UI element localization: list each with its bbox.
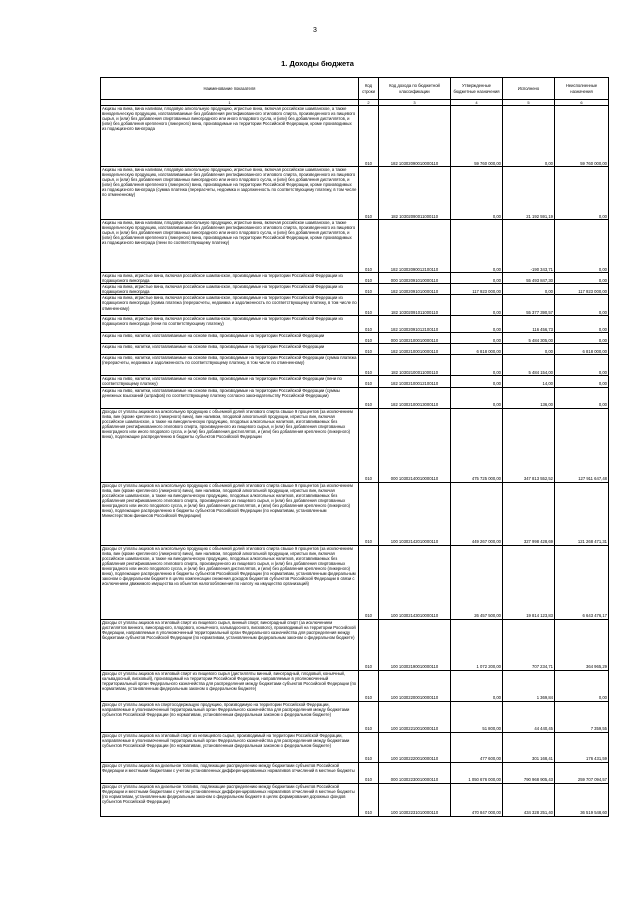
row-line-code: 010: [359, 619, 379, 670]
row-line-code: 010: [359, 106, 379, 167]
row-approved: 117 923 000,00: [451, 284, 503, 295]
row-done: 707 234,71: [503, 619, 555, 670]
row-kbk: 100 10302220010000110: [379, 732, 451, 762]
row-approved: 0,00: [451, 355, 503, 376]
row-done: 19 814 123,83: [503, 545, 555, 619]
row-kbk: 100 10302190010000110: [379, 619, 451, 670]
row-name: Акцизы на пиво, напитки, изготавливаемые на основе пива, производимые на территории Российской Федерации: [101, 344, 359, 355]
row-rest: 0,00: [555, 670, 609, 701]
row-rest: 0,00: [555, 376, 609, 387]
table-row: [101, 376, 609, 387]
header-kbk: Код дохода по бюджетной классификации: [379, 78, 451, 100]
table-row: [101, 619, 609, 670]
row-kbk: 182 10302100012100110: [379, 376, 451, 387]
row-line-code: 010: [359, 284, 379, 295]
row-line-code: 010: [359, 273, 379, 284]
row-name: Доходы от уплаты акцизов на спиртосодержащую продукцию, производимую на территории Российской Федерации, направляемые в уполномоченный территориальный орган Федерального казначейства для распределения между бюджетами субъектов Российской Федерации (по нормативам, установленным федеральным законом о федеральном бюджете): [101, 701, 359, 732]
table-row: [101, 355, 609, 376]
row-rest: 0,00: [555, 167, 609, 220]
row-done: 0,00: [503, 344, 555, 355]
row-line-code: 010: [359, 220, 379, 273]
row-approved: 51 800,00: [451, 701, 503, 732]
row-line-code: 010: [359, 295, 379, 316]
row-name: Акцизы на пиво, напитки, изготавливаемые на основе пива, производимые на территории Российской Федерации (пени по соответствующему платежу): [101, 376, 359, 387]
row-kbk: 100 10302142010000110: [379, 482, 451, 545]
row-kbk: 182 10302091011000110: [379, 295, 451, 316]
row-done: 790 968 905,43: [503, 762, 555, 783]
row-line-code: 010: [359, 545, 379, 619]
row-name: Акцизы на пиво, напитки, изготавливаемые на основе пива, производимые на территории Российской Федерации (сумма платежа (перерасчеты, недоимка и задолженность по соответствующему платежу, в том числе по отмененному): [101, 355, 359, 376]
col-number: 6: [555, 100, 609, 106]
row-name: Акцизы на вина, игристые вина, включая российское шампанское, производимые на территории Российской Федерации из подакцизного винограда: [101, 273, 359, 284]
row-done: 5 484 305,00: [503, 333, 555, 344]
header-name: Наименование показателя: [101, 78, 359, 100]
row-approved: 0,00: [451, 167, 503, 220]
table-row: [101, 387, 609, 408]
row-kbk: 000 10302100010000110: [379, 333, 451, 344]
row-done: 5 484 154,00: [503, 355, 555, 376]
row-rest: 364 965,29: [555, 619, 609, 670]
row-rest: 121 268 471,31: [555, 482, 609, 545]
row-done: 0,00: [503, 106, 555, 167]
row-kbk: 182 10302091010000110: [379, 284, 451, 295]
row-kbk: 100 10302200010000110: [379, 670, 451, 701]
row-rest: 0,00: [555, 316, 609, 333]
row-name: Акцизы на пиво, напитки, изготавливаемые на основе пива, производимые на территории Российской Федерации (суммы денежных взысканий (штрафов) по соответствующему платежу согласно законодательству Российской Федерации): [101, 387, 359, 408]
table-row: [101, 295, 609, 316]
row-rest: 0,00: [555, 295, 609, 316]
row-rest: 7 359,55: [555, 701, 609, 732]
row-kbk: 100 10302231010000110: [379, 783, 451, 816]
table-row: [101, 106, 609, 167]
row-done: 21 192 591,19: [503, 167, 555, 220]
row-approved: 26 457 500,00: [451, 545, 503, 619]
row-name: Доходы от уплаты акцизов на этиловый спирт из непищевого сырья, производимый на территории Российской Федерации, направляемые в уполномоченный территориальный орган Федерального казначейства для распределения между бюджетами субъектов Российской Федерации (по нормативам, установленным федеральным законом о федеральном бюджете): [101, 732, 359, 762]
table-row: [101, 167, 609, 220]
row-kbk: 182 10302090010000110: [379, 106, 451, 167]
row-approved: 0,00: [451, 333, 503, 344]
table-row: [101, 545, 609, 619]
row-kbk: 000 10302091010000110: [379, 273, 451, 284]
table-row: [101, 333, 609, 344]
row-name: Доходы от уплаты акцизов на дизельное топливо, подлежащие распределению между бюджетами субъектов Российской Федерации и местными бюджетами с учетом установленных дифференцированных нормативов отчислений в местные бюджеты: [101, 762, 359, 783]
row-line-code: 010: [359, 344, 379, 355]
row-done: 116 456,73: [503, 316, 555, 333]
row-approved: 0,00: [451, 273, 503, 284]
row-done: 55 377 390,57: [503, 295, 555, 316]
row-done: 347 813 552,52: [503, 408, 555, 482]
row-approved: 6 818 000,00: [451, 344, 503, 355]
col-number: 4: [451, 100, 503, 106]
col-number: 3: [379, 100, 451, 106]
row-done: 0,00: [503, 284, 555, 295]
row-line-code: 010: [359, 701, 379, 732]
row-approved: 1 072 200,00: [451, 619, 503, 670]
row-approved: 0,00: [451, 376, 503, 387]
row-name: Акцизы на вина, игристые вина, включая российское шампанское, производимые на территории Российской Федерации из подакцизного винограда (сумма платежа (перерасчеты, недоимка и задолженность по соответствующему платежу, в том числе по отмененному): [101, 295, 359, 316]
row-approved: 470 847 000,00: [451, 783, 503, 816]
row-name: Доходы от уплаты акцизов на алкогольную продукцию с объемной долей этилового спирта свыше 9 процентов (за исключением пива, вин (кроме крепленого (ликерного) вина), вин наливом, плодовой алкогольной продукции, игристых вин, включая российское шампанское, а также на винодельческую продукцию, плодовых алкогольных напитков, изготавливаемых без добавления ректификованного этилового спирта, произведенного из пищевого сырья, и (или) без добавления спиртованных виноградного или иного плодового сусла, и (или) без добавления дистиллятов, и (или) без добавления крепленого (ликерного) вина), подлежащие распределению в бюджеты субъектов Российской Федерации (по нормативам, установленным Министерством финансов Российской Федерации): [101, 482, 359, 545]
header-line-code: Код строки: [359, 78, 379, 100]
table-row: [101, 408, 609, 482]
page-number: 3: [313, 27, 317, 34]
header-rest: Неисполненные назначения: [555, 78, 609, 100]
row-name: Акцизы на вина, вина наливом, плодовую алкогольную продукцию, игристые вина, включая российское шампанское, а также винодельческую продукцию, изготавливаемые без добавления ректификованного этилового спирта, произведенного из пищевого сырья, и (или) без добавления спиртованных виноградного или иного плодового сусла, и (или) без добавления дистиллятов, и (или) без добавления крепленого (ликерного) вина, производимые на территории Российской Федерации, кроме производимых из подакцизного винограда: [101, 106, 359, 167]
row-done: -190 343,71: [503, 220, 555, 273]
row-name: Акцизы на вина, игристые вина, включая российское шампанское, производимые на территории Российской Федерации из подакцизного винограда (пени по соответствующему платежу): [101, 316, 359, 333]
row-rest: 259 707 094,57: [555, 762, 609, 783]
row-line-code: 010: [359, 732, 379, 762]
row-rest: 36 519 548,60: [555, 783, 609, 816]
row-line-code: 010: [359, 167, 379, 220]
row-approved: 0,00: [451, 295, 503, 316]
table-row: [101, 783, 609, 816]
row-done: 301 168,41: [503, 732, 555, 762]
row-done: 14,00: [503, 376, 555, 387]
row-approved: 477 600,00: [451, 732, 503, 762]
row-approved: 0,00: [451, 670, 503, 701]
row-line-code: 010: [359, 762, 379, 783]
table-row: [101, 273, 609, 284]
table-row: [101, 701, 609, 732]
row-kbk: 182 10302090011000110: [379, 167, 451, 220]
row-kbk: 182 10302100011000110: [379, 355, 451, 376]
row-line-code: 010: [359, 387, 379, 408]
row-done: 434 328 251,40: [503, 783, 555, 816]
table-row: [101, 762, 609, 783]
row-done: 136,00: [503, 387, 555, 408]
row-kbk: 100 10302210010000110: [379, 701, 451, 732]
row-name: Доходы от уплаты акцизов на дизельное топливо, подлежащие распределению между бюджетами субъектов Российской Федерации и местными бюджетами с учетом установленных дифференцированных нормативов отчислений в местные бюджеты (по нормативам, установленным федеральным законом о федеральном бюджете в целях формирования дорожных фондов субъектов Российской Федерации): [101, 783, 359, 816]
row-kbk: 000 10302140010000110: [379, 408, 451, 482]
row-name: Акцизы на пиво, напитки, изготавливаемые на основе пива, производимые на территории Российской Федерации: [101, 333, 359, 344]
row-rest: 6 643 476,17: [555, 545, 609, 619]
row-approved: 475 725 000,00: [451, 408, 503, 482]
row-name: Акцизы на вина, вина наливом, плодовую алкогольную продукцию, игристые вина, включая российское шампанское, а также винодельческую продукцию, изготавливаемые без добавления ректификованного этилового спирта, произведенного из пищевого сырья, и (или) без добавления спиртованных виноградного или иного плодового сусла, и (или) без добавления дистиллятов, и (или) без добавления крепленого (ликерного) вина, производимые на территории Российской Федерации, кроме производимых из подакцизного винограда (сумма платежа (перерасчеты, недоимка и задолженность по соответствующему платежу, в том числе по отмененному): [101, 167, 359, 220]
table-row: [101, 670, 609, 701]
row-line-code: 010: [359, 333, 379, 344]
row-approved: 0,00: [451, 220, 503, 273]
col-number: 1: [101, 100, 359, 106]
row-kbk: 182 10302100010000110: [379, 344, 451, 355]
row-name: Доходы от уплаты акцизов на алкогольную продукцию с объемной долей этилового спирта свыше 9 процентов (за исключением пива, вин (кроме крепленого (ликерного) вина), вин наливом, плодовой алкогольной продукции, игристых вин, включая российское шампанское, а также на винодельческую продукцию, плодовых алкогольных напитков, изготавливаемых без добавления ректификованного этилового спирта, произведенного из пищевого сырья, и (или) без добавления спиртованных виноградного или иного плодового сусла, и (или) без добавления дистиллятов, и (или) без добавления крепленого (ликерного) вина), подлежащие распределению в бюджеты субъектов Российской Федерации: [101, 408, 359, 482]
row-done: 44 440,45: [503, 701, 555, 732]
header-done: Исполнено: [503, 78, 555, 100]
row-approved: 0,00: [451, 316, 503, 333]
row-done: 327 998 428,69: [503, 482, 555, 545]
table-row: [101, 732, 609, 762]
row-line-code: 010: [359, 408, 379, 482]
table-header-row: [101, 78, 609, 100]
row-rest: 117 923 000,00: [555, 284, 609, 295]
row-approved: 59 760 000,00: [451, 106, 503, 167]
row-rest: 127 911 647,48: [555, 408, 609, 482]
col-number: 2: [359, 100, 379, 106]
row-rest: 0,00: [555, 220, 609, 273]
row-approved: 449 267 000,00: [451, 482, 503, 545]
row-line-code: 010: [359, 316, 379, 333]
budget-revenue-table: [100, 77, 609, 817]
row-kbk: 182 10302091012100110: [379, 316, 451, 333]
table-row: [101, 316, 609, 333]
table-row: [101, 284, 609, 295]
row-done: 55 493 847,30: [503, 273, 555, 284]
row-line-code: 010: [359, 355, 379, 376]
row-rest: 0,00: [555, 333, 609, 344]
row-rest: 59 760 000,00: [555, 106, 609, 167]
row-line-code: 010: [359, 783, 379, 816]
row-approved: 1 050 676 000,00: [451, 762, 503, 783]
row-kbk: 182 10302100013000110: [379, 387, 451, 408]
row-rest: 176 431,59: [555, 732, 609, 762]
row-line-code: 010: [359, 482, 379, 545]
row-done: 1 369,84: [503, 670, 555, 701]
row-name: Акцизы на вина, игристые вина, включая российское шампанское, производимые на территории Российской Федерации из подакцизного винограда: [101, 284, 359, 295]
row-name: Доходы от уплаты акцизов на этиловый спирт из пищевого сырья (дистилляты винный, виноградный, плодовый, коньячный, кальвадосный, висковый), производимый на территории Российской Федерации, направляемые в уполномоченный территориальный орган Федерального казначейства для распределения между бюджетами субъектов Российской Федерации (по нормативам, установленным федеральным законом о федеральном бюджете): [101, 670, 359, 701]
table-row: [101, 220, 609, 273]
row-line-code: 010: [359, 670, 379, 701]
table-row: [101, 482, 609, 545]
row-name: Акцизы на вина, вина наливом, плодовую алкогольную продукцию, игристые вина, включая российское шампанское, а также винодельческую продукцию, изготавливаемые без добавления ректификованного этилового спирта, произведенного из пищевого сырья, и (или) без добавления спиртованных виноградного или иного плодового сусла, и (или) без добавления дистиллятов, и (или) без добавления крепленого (ликерного) вина, производимые на территории Российской Федерации, кроме производимых из подакцизного винограда (пени по соответствующему платежу): [101, 220, 359, 273]
header-approved: Утвержденные бюджетные назначения: [451, 78, 503, 100]
row-kbk: 182 10302090012100110: [379, 220, 451, 273]
row-kbk: 100 10302143010000110: [379, 545, 451, 619]
row-name: Доходы от уплаты акцизов на этиловый спирт из пищевого сырья, винный спирт, виноградный спирт (за исключением дистиллятов винного, виноградного, плодового, коньячного, кальвадосного, вискового), производимый на территории Российской Федерации, направляемые в уполномоченный территориальный орган Федерального казначейства для распределения между бюджетами субъектов Российской Федерации (по нормативам, установленным федеральным законом о федеральном бюджете): [101, 619, 359, 670]
row-rest: 0,00: [555, 355, 609, 376]
section-title: 1. Доходы бюджета: [281, 59, 354, 68]
row-line-code: 010: [359, 376, 379, 387]
row-kbk: 000 10302230010000110: [379, 762, 451, 783]
row-approved: 0,00: [451, 387, 503, 408]
row-name: Доходы от уплаты акцизов на алкогольную продукцию с объемной долей этилового спирта свыше 9 процентов (за исключением пива, вин (кроме крепленого (ликерного) вина), вин наливом, плодовой алкогольной продукции, игристых вин, включая российское шампанское, а также на винодельческую продукцию, плодовых алкогольных напитков, изготавливаемых без добавления ректификованного этилового спирта, произведенного из пищевого сырья, и (или) без добавления спиртованных виноградного или иного плодового сусла, и (или) без добавления дистиллятов, и (или) без добавления крепленого (ликерного) вина), подлежащие распределению в бюджеты субъектов Российской Федерации (по нормативам, установленным федеральным законом о федеральном бюджете в целях компенсации снижения доходов бюджетов субъектов Российской Федерации в связи с исключением движимого имущества из объектов налогообложения по налогу на имущество организаций): [101, 545, 359, 619]
row-rest: 6 818 000,00: [555, 344, 609, 355]
row-rest: 0,00: [555, 387, 609, 408]
row-rest: 0,00: [555, 273, 609, 284]
table-row: [101, 344, 609, 355]
col-number: 5: [503, 100, 555, 106]
